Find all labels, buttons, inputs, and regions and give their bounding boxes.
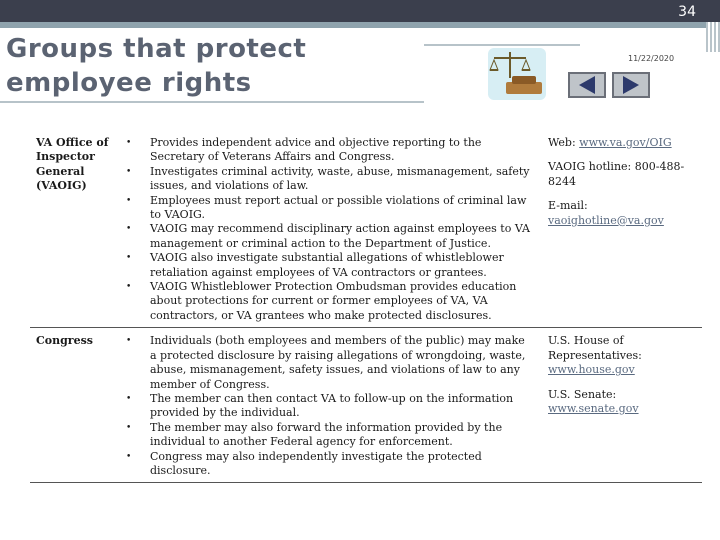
oig-website-link[interactable]: www.va.gov/OIG <box>579 136 672 149</box>
contact-label: Web: <box>548 136 580 149</box>
bullet-icon: • <box>126 282 132 293</box>
list-item <box>122 165 534 194</box>
protection-groups-table <box>30 130 702 483</box>
contact-label: E-mail: <box>548 199 588 213</box>
org-contacts <box>538 328 702 483</box>
bullet-text: VAOIG may recommend disciplinary action against employees to VA management or criminal action to the Department of Justice. <box>150 222 530 250</box>
list-item <box>122 421 534 450</box>
bullet-icon: • <box>126 393 132 404</box>
contact-senate <box>548 388 698 417</box>
list-item <box>122 334 534 392</box>
bullet-icon: • <box>126 224 132 235</box>
contact-email <box>548 199 698 228</box>
bullet-icon: • <box>126 138 132 148</box>
contact-label: U.S. House of Representatives: <box>548 334 642 362</box>
bullet-text: VAOIG also investigate substantial allegations of whistleblower retaliation against employees of VA contractors or grantees. <box>150 251 504 279</box>
senate-website-link[interactable]: www.senate.gov <box>548 401 639 415</box>
table-row <box>30 328 702 483</box>
bullet-icon: • <box>126 253 132 264</box>
header-divider <box>424 44 580 46</box>
bullet-text: Employees must report actual or possible violations of criminal law to VAOIG. <box>150 193 527 222</box>
org-description <box>118 328 538 483</box>
list-item <box>122 136 534 165</box>
contact-web <box>548 136 698 150</box>
bullet-icon: • <box>126 422 132 433</box>
contact-label: VAOIG hotline: 800-488-8244 <box>548 160 685 188</box>
list-item <box>122 222 534 251</box>
bullet-text: The member may also forward the information provided by the individual to another Federal agency for enforcement. <box>150 420 503 449</box>
oig-email-link[interactable]: vaoighotline@va.gov <box>548 213 664 227</box>
org-description <box>118 130 538 328</box>
next-slide-button[interactable] <box>612 72 650 98</box>
org-name: VA Office of Inspector General (VAOIG) <box>36 136 109 193</box>
title-line-2: employee rights <box>6 68 252 98</box>
bullet-text: Provides independent advice and objective reporting to the Secretary of Veterans Affairs and Congress. <box>150 136 482 164</box>
bullet-icon: • <box>126 451 132 462</box>
bullet-text: Congress may also independently investigate the protected disclosure. <box>150 449 482 477</box>
decorative-stripe <box>706 22 720 52</box>
title-divider <box>0 101 424 103</box>
top-bar <box>0 0 720 22</box>
bullet-text: Investigates criminal activity, waste, abuse, mismanagement, safety issues, and violations of law. <box>150 164 530 193</box>
triangle-right-icon <box>623 76 639 94</box>
bullet-text: Individuals (both employees and members of the public) may make a protected disclosure by raising allegations of wrongdoing, waste, abuse, mismanagement, safety issues, and violations of law to any member of Congress. <box>150 334 526 391</box>
bullet-icon: • <box>126 195 132 206</box>
list-item <box>122 450 534 479</box>
scales-of-justice-icon <box>488 48 546 100</box>
title-line-1: Groups that protect <box>6 34 307 64</box>
contact-hotline <box>548 160 698 189</box>
contact-label: U.S. Senate: <box>548 387 617 401</box>
slide-number: 34 <box>678 4 696 20</box>
list-item <box>122 194 534 223</box>
bullet-icon: • <box>126 166 132 177</box>
bullet-text: VAOIG Whistleblower Protection Ombudsman provides education about protections for current or former employees of VA, VA contractors, or VA grantees who make protected disclosures. <box>150 280 517 322</box>
bullet-text: The member can then contact VA to follow-up on the information provided by the individual. <box>150 391 514 420</box>
top-accent-bar <box>0 22 720 28</box>
house-website-link[interactable]: www.house.gov <box>548 363 635 377</box>
slide-date: 11/22/2020 <box>628 54 675 63</box>
previous-slide-button[interactable] <box>568 72 606 98</box>
page-title <box>6 32 336 100</box>
list-item <box>122 392 534 421</box>
list-item <box>122 280 534 323</box>
triangle-left-icon <box>579 76 595 94</box>
bullet-icon: • <box>126 336 132 347</box>
org-contacts <box>538 130 702 328</box>
contact-house <box>548 334 698 377</box>
table-row <box>30 130 702 328</box>
org-name: Congress <box>30 328 118 483</box>
list-item <box>122 251 534 280</box>
